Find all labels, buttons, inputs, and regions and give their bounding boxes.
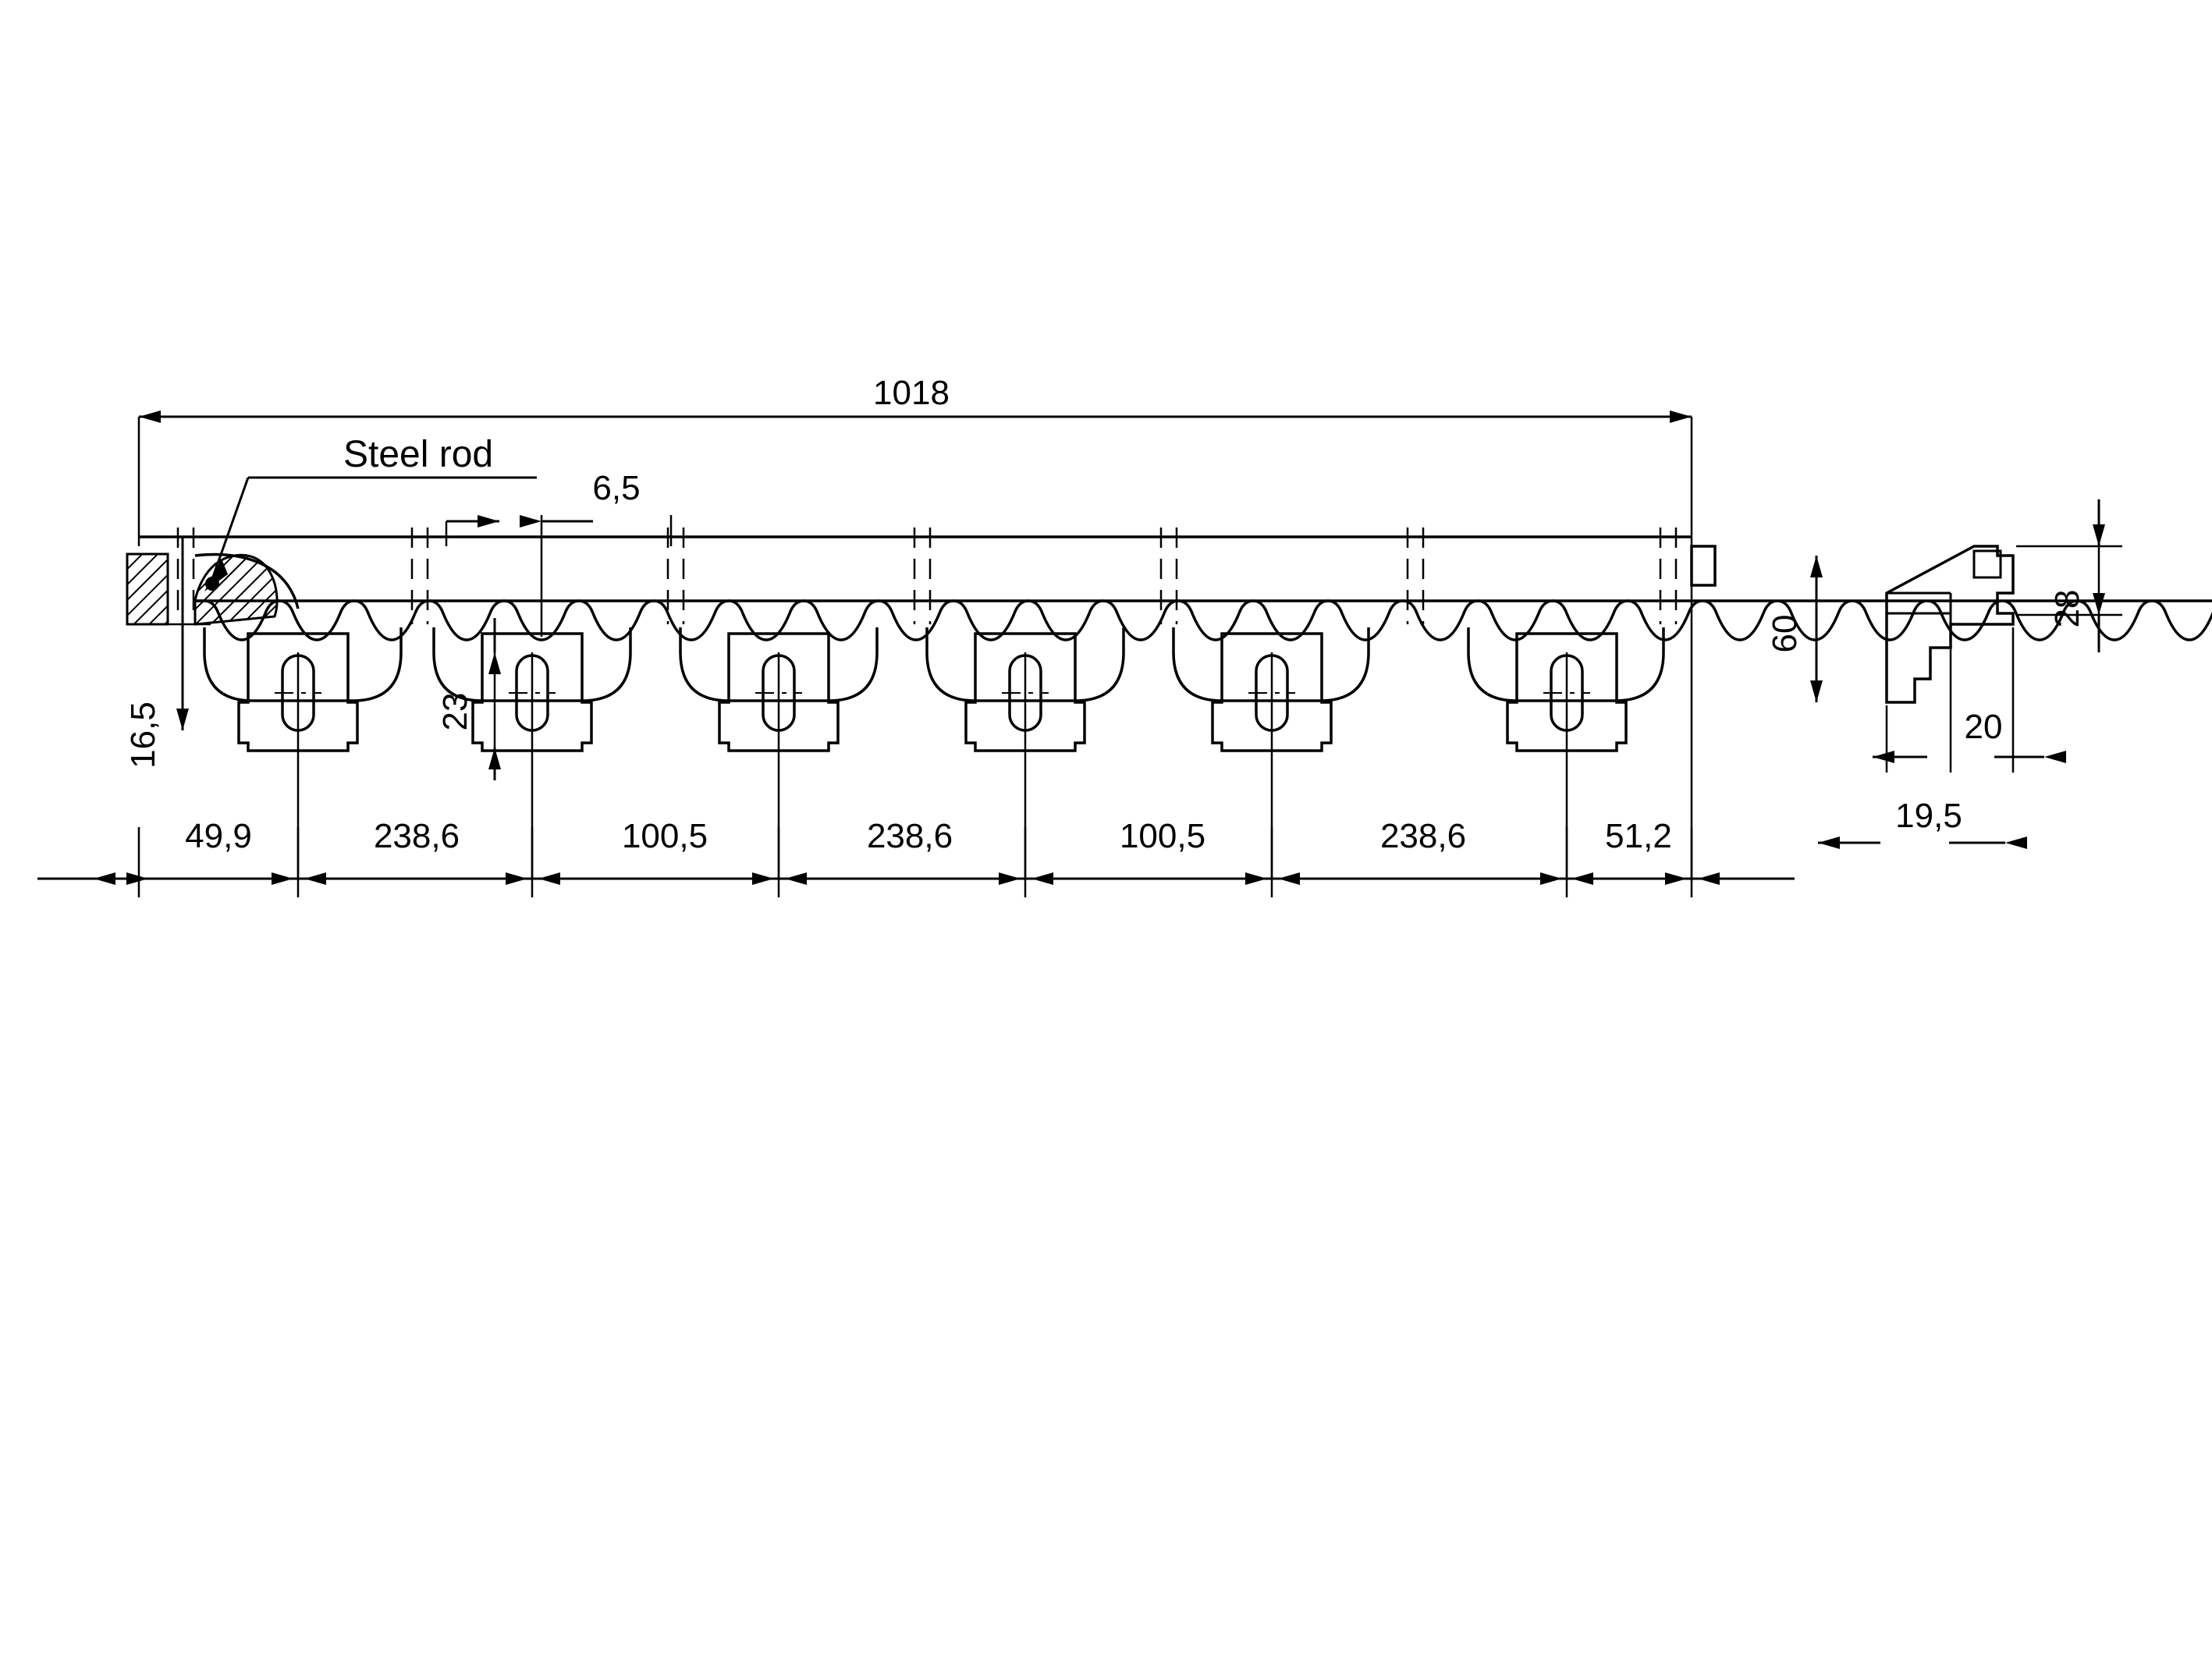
dim-label-run-3: 100,5 [621,817,708,855]
dim-label-side-base-width: 20 [1964,708,2003,746]
side-view [1816,499,2122,843]
dim-side-base-width [1873,627,2044,773]
dim-label-side-total-height: 60 [1766,614,1804,653]
dim-label-run-1: 49,9 [185,817,252,855]
belt-left-end-detail [127,554,298,624]
module-break-lines [178,528,1676,624]
dim-label-rod-height: 16,5 [124,702,162,769]
dim-label-overall-length: 1018 [873,374,950,412]
belt-right-end-nub [1692,546,1715,585]
dim-side-top-height [2016,499,2122,652]
dim-label-side-foot-width: 19,5 [1895,797,1962,835]
dim-label-run-4: 238,6 [866,817,953,855]
dim-label-tab-height: 23 [436,692,474,731]
dim-overall-length [139,417,1692,882]
dim-label-run-7: 51,2 [1605,817,1672,855]
dim-label-run-5: 100,5 [1119,817,1206,855]
dim-label-tooth-offset: 6,5 [592,469,641,507]
dim-label-side-top-height: 28 [2048,589,2086,628]
dim-label-run-6: 238,6 [1379,817,1467,855]
dim-label-run-2: 238,6 [373,817,460,855]
steel-rod-label: Steel rod [343,434,494,475]
